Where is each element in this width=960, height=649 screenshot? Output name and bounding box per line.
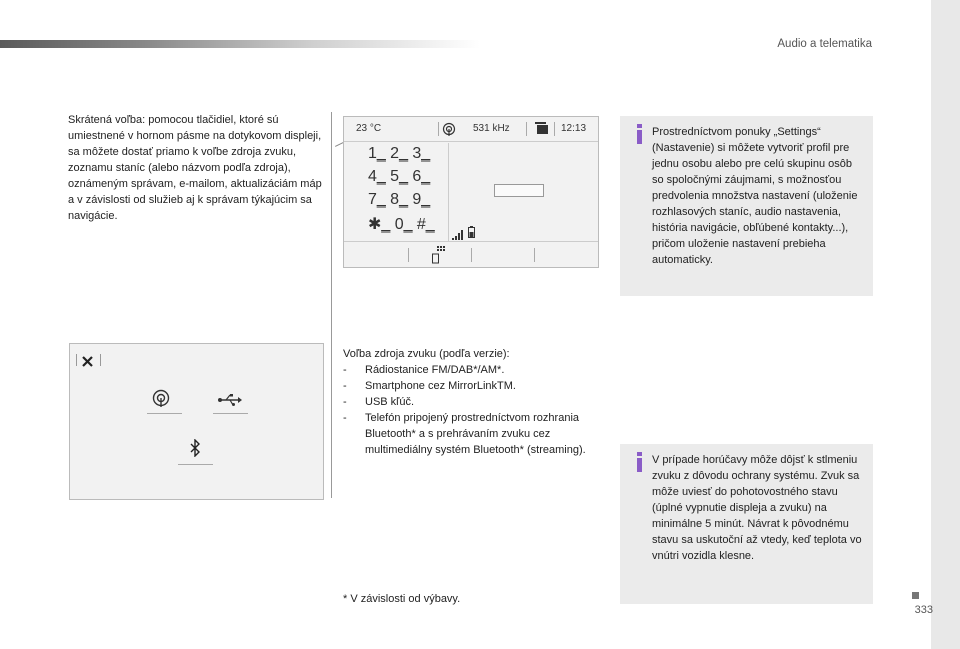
clock-label: 12:13 [561, 123, 587, 134]
keypad-row: 1‗ 2‗ 3‗ [368, 145, 431, 162]
keypad-icon [432, 246, 446, 269]
bar-separator [471, 248, 472, 262]
item-underline [147, 413, 182, 414]
page-header-title: Audio a telematika [777, 38, 872, 50]
item-underline [178, 464, 213, 465]
radio-icon [152, 389, 170, 412]
list-item [343, 410, 605, 458]
playlist-icon [535, 122, 549, 140]
close-icon [82, 354, 93, 372]
info-icon [632, 452, 648, 472]
column-divider [331, 112, 332, 498]
page-edge-strip [931, 0, 960, 649]
status-separator [526, 122, 527, 136]
frequency-label: 531 kHz [473, 123, 510, 134]
bluetooth-icon [190, 439, 200, 462]
source-item-radio: Rádiostanice FM/DAB*/AM*. [365, 364, 505, 376]
source-item-bluetooth: Telefón pripojený prostredníctvom rozhrania Bluetooth* a s prehrávaním zvuku cez multimediálny systém Bluetooth* (streaming). [365, 412, 586, 456]
display-field [494, 184, 544, 197]
list-dash: - [343, 380, 347, 392]
list-dash: - [343, 412, 347, 424]
bar-separator [534, 248, 535, 262]
audio-source-intro: Voľba zdroja zvuku (podľa verzie): [343, 348, 510, 360]
list-dash: - [343, 364, 347, 376]
source-selector-illustration [69, 343, 324, 500]
keypad-row: ✱‗ 0‗ #‗ [368, 216, 435, 233]
list-item [343, 378, 605, 394]
keypad [362, 143, 449, 241]
page-number: 333 [914, 604, 933, 616]
list-dash: - [343, 396, 347, 408]
info-box-settings [620, 116, 873, 296]
bar-separator [100, 354, 101, 366]
page-marker [912, 592, 919, 599]
keypad-row: 7‗ 8‗ 9‗ [368, 191, 431, 208]
list-item [343, 362, 605, 378]
keypad-row: 4‗ 5‗ 6‗ [368, 168, 431, 185]
footnote: * V závislosti od výbavy. [343, 593, 461, 605]
bar-separator [76, 354, 77, 366]
screen-bottom-bar [344, 241, 598, 268]
item-underline [213, 413, 248, 414]
status-separator [438, 122, 439, 136]
info-box-heat [620, 444, 873, 604]
source-item-smartphone: Smartphone cez MirrorLinkTM. [365, 380, 516, 392]
bar-separator [408, 248, 409, 262]
audio-source-list [343, 346, 605, 458]
info-icon [632, 124, 648, 144]
source-item-usb: USB kľúč. [365, 396, 415, 408]
status-bar [344, 117, 598, 142]
header-decor-bar [0, 40, 480, 48]
usb-icon [218, 393, 242, 411]
shortcut-description: Skrátená voľba: pomocou tlačidiel, ktoré sú umiestnené v hornom pásme na dotykovom displeji, sa môžete dostať priamo k voľbe zdroja zvuku, zoznamu staníc (alebo názvom podľa zdroja), oznámeným správam, e-mailom, aktualizáciám máp a v závislosti od služieb aj k správam týkajúcim sa navigácie. [68, 114, 322, 222]
info-settings-text: Prostredníctvom ponuky „Settings“ (Nastavenie) si môžete vytvoriť profil pre jednu osobu alebo pre celú skupinu osôb so spoločnými záujmami, s možnosťou predvolenia množstva nastavení (uloženie rozhlasových staníc, audio nastavenia, história navigácie, obľúbené kontakty...), pričom uloženie nastavení prebieha automaticky. [652, 126, 858, 266]
temperature-label: 23 °C [356, 123, 382, 134]
radio-icon [442, 122, 456, 141]
status-separator [554, 122, 555, 136]
info-heat-text: V prípade horúčavy môže dôjsť k stlmeniu zvuku z dôvodu ochrany systému. Zvuk sa môže uviesť do pohotovostného stavu (úplné vypnutie displeja a zvuku) na minimálne 5 minút. Návrat k pôvodnému stavu sa uskutoční až vtedy, keď teplota vo vnútri vozidla klesne. [652, 454, 862, 562]
list-item [343, 394, 605, 410]
touchscreen-illustration [343, 116, 599, 268]
